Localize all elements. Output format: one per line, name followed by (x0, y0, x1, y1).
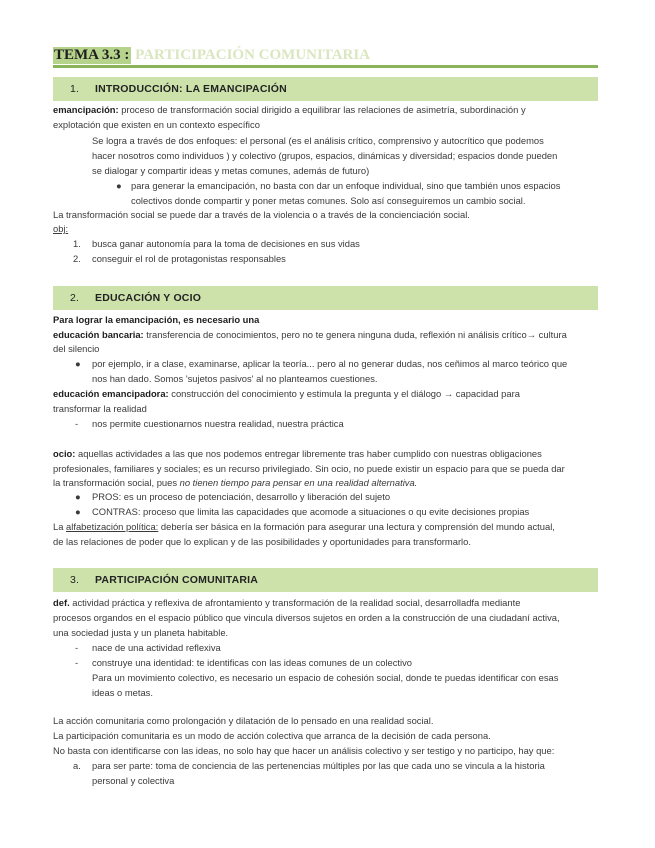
emancipacion-bullet-line-1: para generar la emancipación, no basta con dar un enfoque individual, sino que también unos espacios (131, 180, 561, 191)
obj-item-2: conseguir el rol de protagonistas responsables (92, 253, 286, 264)
bancaria-line-1 (53, 327, 567, 342)
page-title (53, 46, 598, 68)
section-label: PARTICIPACIÓN COMUNITARIA (95, 574, 259, 586)
enfoques-line-1: Se logra a través de dos enfoques: el personal (es el análisis crítico, comprensivo y autocrítico que podemos (92, 135, 544, 146)
section-label: EDUCACIÓN Y OCIO (95, 292, 202, 304)
educacion-intro: Para lograr la emancipación, es necesario una (53, 314, 260, 325)
participacion-dash-1: nace de una actividad reflexiva (92, 642, 221, 653)
bullet-marker: ● (75, 491, 81, 502)
emancipacion-definition-line-2: explotación que existen en un contexto específico (53, 119, 260, 130)
bullet-marker: ● (116, 180, 122, 191)
emancipadora-dash-item: nos permite cuestionarnos nuestra realidad, nuestra práctica (92, 418, 344, 429)
section-number: 2. (70, 292, 80, 304)
emancipadora-line-2: transformar la realidad (53, 403, 147, 414)
participacion-dash-2-line-2: Para un movimiento colectivo, es necesario un espacio de cohesión social, donde te puedas identificar con esas (92, 672, 559, 683)
transformacion-text: La transformación social se puede dar a través de la violencia o a través de la concienciación social. (53, 209, 470, 220)
term-emancipacion: emancipación: (53, 104, 119, 115)
dash-marker: - (75, 642, 79, 653)
ocio-contras: CONTRAS: proceso que limita las capacidades que acomode a situaciones o qu evite decisiones propias (92, 506, 530, 517)
dash-marker: - (75, 657, 79, 668)
term-def: def. (53, 597, 70, 608)
obj-item-1: busca ganar autonomía para la toma de decisiones en sus vidas (92, 238, 360, 249)
emancipacion-bullet-line-2: colectivos donde compartir y poner metas comunes. Solo así conseguiremos un cambio social. (131, 195, 526, 206)
list-number: 1. (73, 238, 81, 249)
participacion-def-line-2: procesos organdos en el espacio público que vincula diversos sujetos en orden a la construcción de una ciudadaní activa, (53, 612, 560, 623)
dash-marker: - (75, 418, 79, 429)
section-number: 3. (70, 574, 80, 586)
alfabetizacion-prefix: La (53, 521, 67, 532)
enfoques-line-2: hacer nosotros como individuos ) y colectivo (grupos, espacios, dinámicas y diversidad; espacios donde pueden (92, 150, 558, 161)
ocio-italic-text: no tienen tiempo para pensar en una realidad alternativa. (179, 477, 418, 488)
list-letter: a. (73, 760, 81, 771)
bullet-marker: ● (75, 506, 81, 517)
ocio-text: la transformación social, pues (53, 477, 180, 488)
definition-text: transferencia de conocimientos, pero no te genera ninguna duda, reflexión ni análisis crítico→ cultura (143, 329, 567, 340)
definition-text: aquellas actividades a las que nos podemos entregar libremente tras haber cumplido con nuestras obligaciones (75, 448, 542, 459)
section-number: 1. (70, 83, 80, 95)
title-highlight: TEMA 3.3 : (54, 47, 130, 63)
identificarse-paragraph: No basta con identificarse con las ideas, no solo hay que hacer un análisis colectivo y ser testigo y no participo, hay que: (53, 745, 555, 756)
ocio-line-1 (53, 446, 542, 461)
participacion-def-line-3: una sociedad justa y un planeta habitable. (53, 627, 229, 638)
term-educacion-emancipadora: educación emancipadora: (53, 388, 169, 399)
section-header-introduccion (53, 77, 598, 101)
ser-parte-line-2: personal y colectiva (92, 775, 175, 786)
alfabetizacion-line-1 (53, 519, 555, 534)
section-header-educacion (53, 286, 598, 310)
alfabetizacion-line-2: de las relaciones de poder que lo explican y de las posibilidades y oportunidades para transformarlo. (53, 536, 471, 547)
emancipacion-definition-line-1 (53, 102, 526, 117)
participacion-def-line-1 (53, 595, 520, 610)
term-alfabetizacion-politica: alfabetización política: (66, 521, 159, 532)
obj-label: obj: (53, 223, 69, 234)
definition-text: debería ser básica en la formación para asegurar una lectura y comprensión del mundo actual, (158, 521, 555, 532)
emancipadora-line-1 (53, 386, 520, 401)
ocio-line-3 (53, 475, 417, 490)
ocio-pros: PROS: es un proceso de potenciación, desarrollo y liberación del sujeto (92, 491, 391, 502)
participacion-dash-2: construye una identidad: te identificas con las ideas comunes de un colectivo (92, 657, 412, 668)
bullet-marker: ● (75, 358, 81, 369)
definition-text: proceso de transformación social dirigido a equilibrar las relaciones de asimetría, subordinación y (118, 104, 526, 115)
list-number: 2. (73, 253, 81, 264)
term-ocio: ocio: (53, 448, 76, 459)
section-header-participacion (53, 568, 598, 592)
title-rest: PARTICIPACIÓN COMUNITARIA (131, 47, 371, 63)
bancaria-line-2: del silencio (53, 343, 100, 354)
participacion-dash-2-line-3: ideas o metas. (92, 687, 153, 698)
definition-text: construcción del conocimiento y estimula la pregunta y el diálogo → capacidad para (168, 388, 520, 399)
section-label: INTRODUCCIÓN: LA EMANCIPACIÓN (95, 83, 287, 95)
bancaria-bullet-line-2: nos han dado. Somos 'sujetos pasivos' al no planteamos cuestiones. (92, 373, 378, 384)
enfoques-line-3: se dialogar y compartir ideas y metas comunes, además de futuro) (92, 165, 370, 176)
ser-parte-line-1: para ser parte: toma de conciencia de las pertenencias múltiples por las que cada uno se vincula a la historia (92, 760, 545, 771)
accion-comunitaria-paragraph: La acción comunitaria como prolongación y dilatación de lo pensado en una realidad social. (53, 715, 434, 726)
definition-text: actividad práctica y reflexiva de afrontamiento y transformación de la realidad social, desarrolladfa mediante (69, 597, 521, 608)
participacion-comunitaria-paragraph: La participación comunitaria es un modo de acción colectiva que arranca de la decisión de cada persona. (53, 730, 491, 741)
ocio-line-2: profesionales, familiares y sociales; es un recurso privilegiado. Sin ocio, no puede existir un espacio para que se pueda dar (53, 463, 565, 474)
bancaria-bullet-line-1: por ejemplo, ir a clase, examinarse, aplicar la teoría... pero al no generar dudas, nos ceñimos al marco teórico que (92, 358, 568, 369)
term-educacion-bancaria: educación bancaria: (53, 329, 144, 340)
